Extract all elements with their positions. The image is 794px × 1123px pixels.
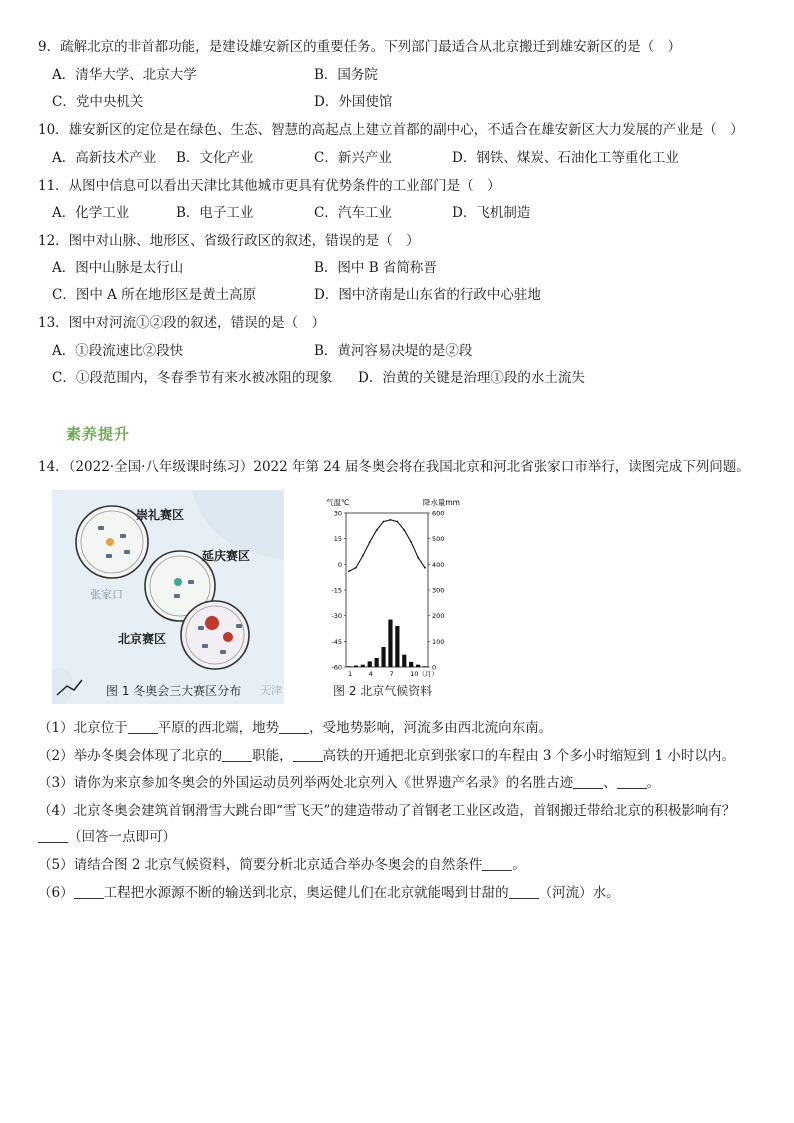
q11-option-d: D．飞机制造 <box>452 205 531 221</box>
q14-3-blank-1[interactable] <box>573 775 603 789</box>
right-tick-label: 600 <box>432 509 445 518</box>
q14-6-text-c: （河流）水。 <box>538 885 620 901</box>
q14-6-blank-2[interactable] <box>509 885 539 899</box>
question-10-stem: 10．雄安新区的定位是在绿色、生态、智慧的高起点上建立首都的副中心，不适合在雄安新区大力发展的产业是（ ） <box>38 122 744 138</box>
q9-option-b: B．国务院 <box>314 67 378 83</box>
q14-5-text-a: （5）请结合图 2 北京气候资料，简要分析北京适合举办冬奥会的自然条件 <box>38 857 483 873</box>
figure-2-caption: 图 2 北京气候资料 <box>333 684 433 698</box>
q14-3-text-c: 。 <box>646 775 661 791</box>
map-label-zhangjiakou: 张家口 <box>90 588 123 601</box>
q14-1-blank-2[interactable] <box>279 720 309 734</box>
q14-1-text-c: ，受地势影响，河流多由西北流向东南。 <box>309 720 553 736</box>
precipitation-bar <box>368 661 372 667</box>
beijing-climate-chart <box>318 495 468 680</box>
temperature-point <box>424 567 426 569</box>
chart-right-axis-label: 降水量mm <box>422 498 460 507</box>
q14-5-text-b: 。 <box>512 857 526 873</box>
left-tick-label: 15 <box>333 535 342 544</box>
q14-4-blank[interactable] <box>38 829 68 843</box>
temperature-point <box>396 521 398 523</box>
temperature-line <box>349 520 425 571</box>
q14-6-text-a: （6） <box>38 885 74 901</box>
question-13-stem: 13．图中对河流①②段的叙述，错误的是（ ） <box>38 315 326 331</box>
temperature-point <box>410 541 412 543</box>
precipitation-bar <box>423 666 427 667</box>
figure-1-caption: 图 1 冬奥会三大赛区分布 <box>106 684 242 698</box>
q14-1-text-a: （1）北京位于 <box>38 720 128 736</box>
q14-sub-1 <box>38 719 552 737</box>
map-label-yanqing: 延庆赛区 <box>202 549 251 563</box>
temperature-point <box>355 567 357 569</box>
temperature-point <box>403 529 405 531</box>
precipitation-bar <box>388 620 392 667</box>
q14-sub-4 <box>38 802 735 820</box>
q13-option-d: D．治黄的关键是治理①段的水土流失 <box>358 370 585 386</box>
q14-4-text: （4）北京冬奥会建筑首钢滑雪大跳台即“雪飞天”的建造带动了首钢老工业区改造，首钢搬迁带给北京的积极影响有？ <box>38 803 736 819</box>
q9-option-d: D．外国使馆 <box>314 94 393 110</box>
q10-option-a: A．高新技术产业 <box>52 150 157 166</box>
x-tick-label: 1 <box>348 670 353 678</box>
q13-option-a: A．①段流速比②段快 <box>52 343 184 359</box>
temperature-point <box>369 541 371 543</box>
left-tick-label: 30 <box>333 509 342 518</box>
temperature-point <box>383 521 385 523</box>
q14-6-blank-1[interactable] <box>74 885 104 899</box>
precipitation-bar <box>402 655 406 667</box>
q14-2-text-b: 职能， <box>252 748 293 764</box>
temperature-point <box>362 555 364 557</box>
q14-2-text-a: （2）举办冬奥会体现了北京的 <box>38 748 223 764</box>
temperature-point <box>348 570 350 572</box>
map-label-tianjin: 天津 <box>260 684 282 697</box>
q13-option-c: C．①段范围内，冬春季节有来水被冰阻的现象 <box>52 370 333 386</box>
x-tick-label: 10（月） <box>410 670 438 678</box>
right-tick-label: 500 <box>432 535 445 544</box>
right-tick-label: 300 <box>432 586 445 595</box>
q12-option-b: B．图中 B 省简称晋 <box>314 260 437 276</box>
q14-3-text-a: （3）请你为来京参加冬奥会的外国运动员列举两处北京列入《世界遗产名录》的名胜古迹 <box>38 775 574 791</box>
q14-2-blank-1[interactable] <box>222 748 252 762</box>
map-label-beijing: 北京赛区 <box>118 632 167 646</box>
right-tick-label: 200 <box>432 612 445 621</box>
precipitation-bar <box>409 662 413 667</box>
right-tick-label: 100 <box>432 637 445 646</box>
q14-sub-6 <box>38 884 620 902</box>
q14-sub-5 <box>38 856 526 874</box>
temperature-point <box>376 529 378 531</box>
q9-option-c: C．党中央机关 <box>52 94 144 110</box>
left-tick-label: -60 <box>331 663 342 672</box>
q14-2-text-c: 高铁的开通把北京到张家口的车程由 3 个多小时缩短到 1 小时以内。 <box>322 748 735 764</box>
q14-2-blank-2[interactable] <box>293 748 323 762</box>
precipitation-bar <box>361 665 365 667</box>
temperature-point <box>390 519 392 521</box>
section-heading: 素养提升 <box>66 425 131 443</box>
q14-1-text-b: 平原的西北端，地势 <box>157 720 280 736</box>
q11-option-a: A．化学工业 <box>52 205 130 221</box>
q12-option-c: C．图中 A 所在地形区是黄土高原 <box>52 287 257 303</box>
q14-6-text-b: 工程把水源源不断的输送到北京，奥运健儿们在北京就能喝到甘甜的 <box>103 885 509 901</box>
q14-3-text-b: 、 <box>603 775 617 791</box>
q14-4-text-b: （回答一点即可） <box>68 829 176 845</box>
q14-sub-4-cont <box>38 828 176 846</box>
precipitation-bar <box>375 658 379 667</box>
x-tick-label: 7 <box>389 670 394 678</box>
left-tick-label: 0 <box>337 560 342 569</box>
q11-option-b: B．电子工业 <box>176 205 254 221</box>
q9-option-a: A．清华大学、北京大学 <box>52 67 197 83</box>
right-tick-label: 400 <box>432 560 445 569</box>
q12-option-a: A．图中山脉是太行山 <box>52 260 184 276</box>
chart-left-axis-label: 气温℃ <box>326 498 350 507</box>
q14-5-blank[interactable] <box>482 857 512 871</box>
chart-frame <box>346 513 428 667</box>
precipitation-bar <box>381 647 385 667</box>
temperature-point <box>417 557 419 559</box>
q13-option-b: B．黄河容易决堤的是②段 <box>314 343 473 359</box>
left-tick-label: -15 <box>331 586 342 595</box>
q14-sub-2 <box>38 747 735 765</box>
left-tick-label: -30 <box>331 612 342 621</box>
precipitation-bar <box>354 665 358 667</box>
right-tick-label: 0 <box>432 663 437 672</box>
q14-sub-3 <box>38 774 660 792</box>
question-9-stem: 9．疏解北京的非首都功能，是建设雄安新区的重要任务。下列部门最适合从北京搬迁到雄安新区的是（ ） <box>38 39 682 55</box>
q14-3-blank-2[interactable] <box>617 775 647 789</box>
precipitation-bar <box>347 666 351 667</box>
q10-option-c: C．新兴产业 <box>314 150 392 166</box>
precipitation-bar <box>416 665 420 667</box>
precipitation-bar <box>395 626 399 667</box>
q12-option-d: D．图中济南是山东省的行政中心驻地 <box>314 287 541 303</box>
x-tick-label: 4 <box>368 670 373 678</box>
q14-1-blank-1[interactable] <box>128 720 158 734</box>
q10-option-d: D．钢铁、煤炭、石油化工等重化工业 <box>452 150 679 166</box>
q11-option-c: C．汽车工业 <box>314 205 392 221</box>
left-tick-label: -45 <box>331 637 342 646</box>
q10-option-b: B．文化产业 <box>176 150 254 166</box>
question-11-stem: 11．从图中信息可以看出天津比其他城市更具有优势条件的工业部门是（ ） <box>38 178 501 194</box>
map-label-chongli: 崇礼赛区 <box>136 508 185 522</box>
question-14-stem: 14．（2022·全国·八年级课时练习）2022 年第 24 届冬奥会将在我国北京和河北省张家口市举行，读图完成下列问题。 <box>38 459 750 475</box>
olympic-venues-map <box>52 490 284 704</box>
question-12-stem: 12．图中对山脉、地形区、省级行政区的叙述，错误的是（ ） <box>38 233 420 249</box>
